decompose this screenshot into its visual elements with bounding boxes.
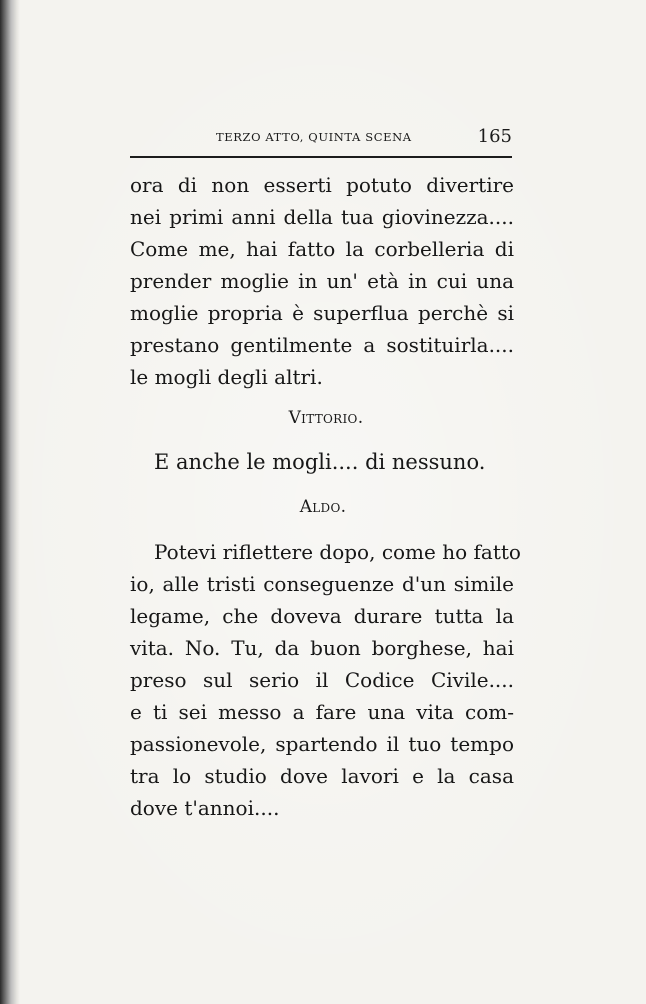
text-line: legame, che doveva durare tutta la: [130, 604, 514, 628]
page-number: 165: [477, 126, 512, 147]
text-line: Come me, hai fatto la corbelleria di: [130, 237, 514, 261]
text-line: preso sul serio il Codice Civile....: [130, 668, 514, 692]
text-line: prestano gentilmente a sostituirla....: [130, 333, 514, 357]
paragraph-aldo: [130, 536, 521, 824]
text-line: io, alle tristi conseguenze d'un simile: [130, 572, 514, 596]
speaker-name-aldo: [0, 497, 646, 517]
text-line: ora di non esserti potuto divertire: [130, 173, 514, 197]
speaker-name-vittorio: [0, 408, 646, 428]
running-title: TERZO ATTO, QUINTA SCENA: [216, 130, 412, 144]
text-line: nei primi anni della tua giovinezza....: [130, 205, 514, 229]
text-line: moglie propria è superflua perchè si: [130, 301, 514, 325]
dialogue-line: E anche le mogli.... di nessuno.: [154, 450, 486, 474]
text-line: vita. No. Tu, da buon borghese, hai: [130, 636, 514, 660]
header-rule: [130, 156, 512, 158]
speaker-label: Aldo.: [299, 497, 347, 517]
text-line: le mogli degli altri.: [130, 365, 323, 389]
text-line: tra lo studio dove lavori e la casa: [130, 764, 514, 788]
text-line: passionevole, spartendo il tuo tempo: [130, 732, 514, 756]
text-line: e ti sei messo a fare una vita com-: [130, 700, 514, 724]
speaker-label: Vittorio.: [288, 408, 364, 428]
text-line: prender moglie in un' età in cui una: [130, 269, 514, 293]
page-header: [132, 126, 512, 152]
text-line: dove t'annoi....: [130, 796, 280, 820]
paragraph-continuation: [130, 169, 514, 393]
text-line: Potevi riflettere dopo, come ho fatto: [154, 540, 521, 564]
